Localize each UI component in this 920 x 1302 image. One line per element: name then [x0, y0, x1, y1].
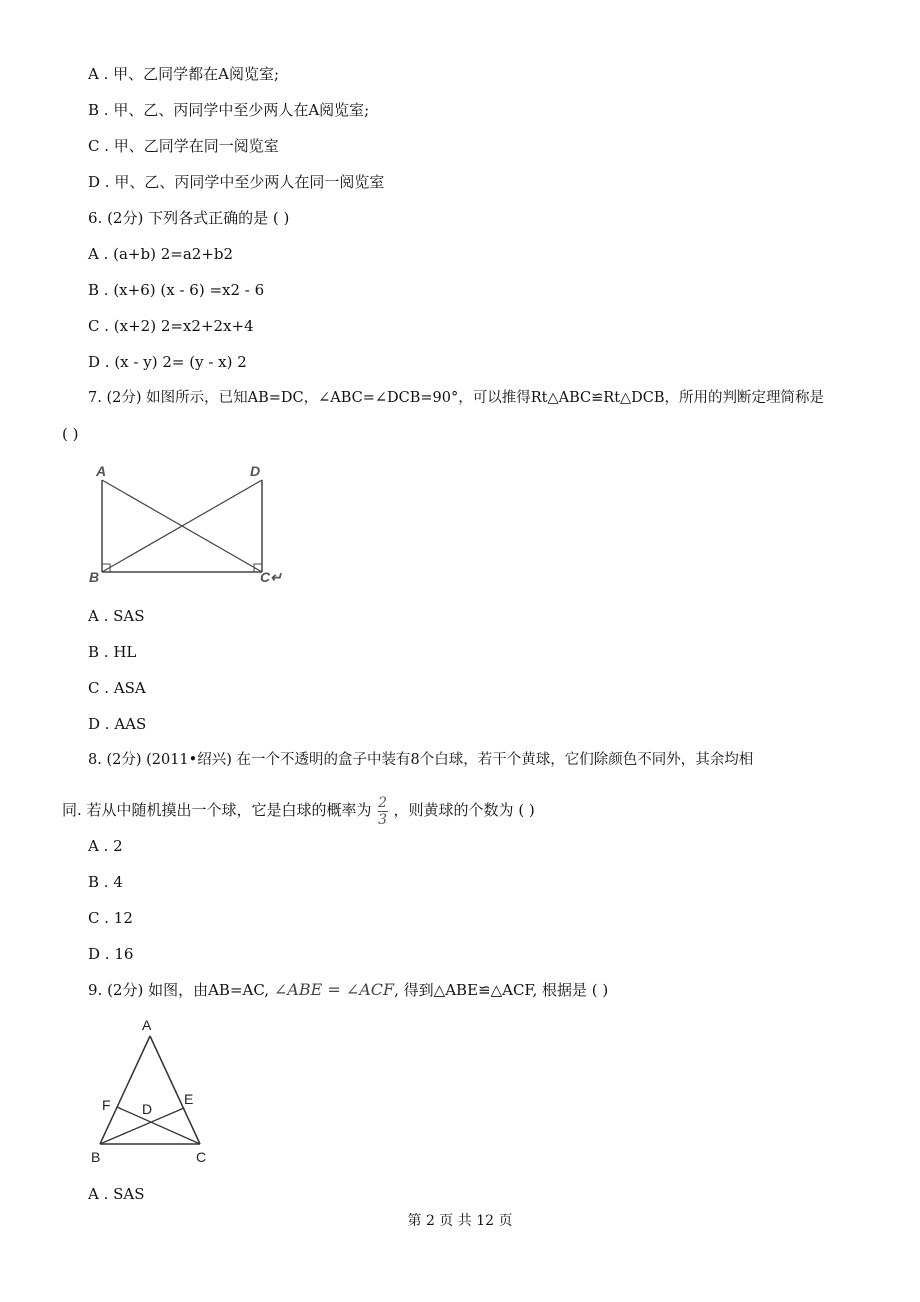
- q9-stem: [88, 980, 608, 1000]
- q7-option-d: D . AAS: [88, 715, 147, 733]
- q9-stem-text-b: , 得到△ABE≌△ACF, 根据是 ( ): [394, 981, 609, 999]
- page-footer: 第 2 页 共 12 页: [407, 1213, 513, 1229]
- q8-fraction-denominator: 3: [378, 811, 387, 828]
- q5-option-b: B . 甲、乙、丙同学中至少两人在A阅览室;: [88, 101, 370, 119]
- q6-option-b: B . (x+6) (x - 6) =x2 - 6: [88, 281, 265, 299]
- q6-option-a: A . (a+b) 2=a2+b2: [88, 245, 234, 263]
- q9-label-b: B: [91, 1149, 101, 1165]
- q8-stem-line2: [62, 792, 535, 828]
- q8-fraction: [378, 796, 388, 827]
- q9-label-e: E: [184, 1091, 194, 1107]
- q8-option-b: B . 4: [88, 873, 123, 891]
- q9-label-c: C: [196, 1149, 207, 1165]
- q9-angle-equation: ∠ABE = ∠ACF: [273, 980, 395, 999]
- q9-label-d: D: [142, 1101, 153, 1117]
- q8-fraction-numerator: 2: [378, 794, 387, 811]
- q6-stem: 6. (2分) 下列各式正确的是 ( ): [88, 209, 290, 227]
- q5-option-c: C . 甲、乙同学在同一阅览室: [88, 137, 279, 155]
- q7-figure-rectangle-diagram: [84, 458, 282, 588]
- q8-stem-line1: 8. (2分) (2011•绍兴) 在一个不透明的盒子中装有8个白球，若干个黄球，它们除颜色不同外，其余均相: [88, 752, 754, 768]
- q9-option-a: A . SAS: [88, 1185, 145, 1203]
- q7-label-c: C↵: [260, 569, 282, 585]
- q9-label-a: A: [142, 1017, 152, 1033]
- q9-figure-triangle-diagram: [86, 1014, 226, 1170]
- q7-label-d: D: [250, 463, 261, 479]
- q7-label-a: A: [96, 463, 107, 479]
- q6-option-d: D . (x - y) 2= (y - x) 2: [88, 353, 247, 371]
- q9-segment-ac: [150, 1036, 200, 1144]
- q8-option-a: A . 2: [88, 837, 123, 855]
- q8-stem-text-b: ，则黄球的个数为 ( ): [393, 801, 535, 819]
- q7-label-b: B: [89, 569, 100, 585]
- q8-option-c: C . 12: [88, 909, 133, 927]
- q9-stem-text-a: 9. (2分) 如图，由AB=AC,: [88, 981, 270, 999]
- q7-option-a: A . SAS: [88, 607, 145, 625]
- q7-option-b: B . HL: [88, 643, 137, 661]
- q5-option-a: A . 甲、乙同学都在A阅览室;: [88, 65, 280, 83]
- q9-segment-ab: [100, 1036, 153, 1144]
- q9-segment-cf: [117, 1107, 200, 1144]
- q8-stem-text-a: 同. 若从中随机摸出一个球，它是白球的概率为: [62, 801, 372, 819]
- q9-label-f: F: [102, 1097, 111, 1113]
- q7-stem-line1: 7. (2分) 如图所示，已知AB=DC，∠ABC=∠DCB=90°，可以推得Rt△ABC≌Rt△DCB，所用的判断定理简称是: [88, 390, 825, 406]
- q5-option-d: D . 甲、乙、丙同学中至少两人在同一阅览室: [88, 173, 385, 191]
- q7-stem-line2: ( ): [62, 425, 79, 443]
- q7-option-c: C . ASA: [88, 679, 146, 697]
- q6-option-c: C . (x+2) 2=x2+2x+4: [88, 317, 254, 335]
- q8-option-d: D . 16: [88, 945, 134, 963]
